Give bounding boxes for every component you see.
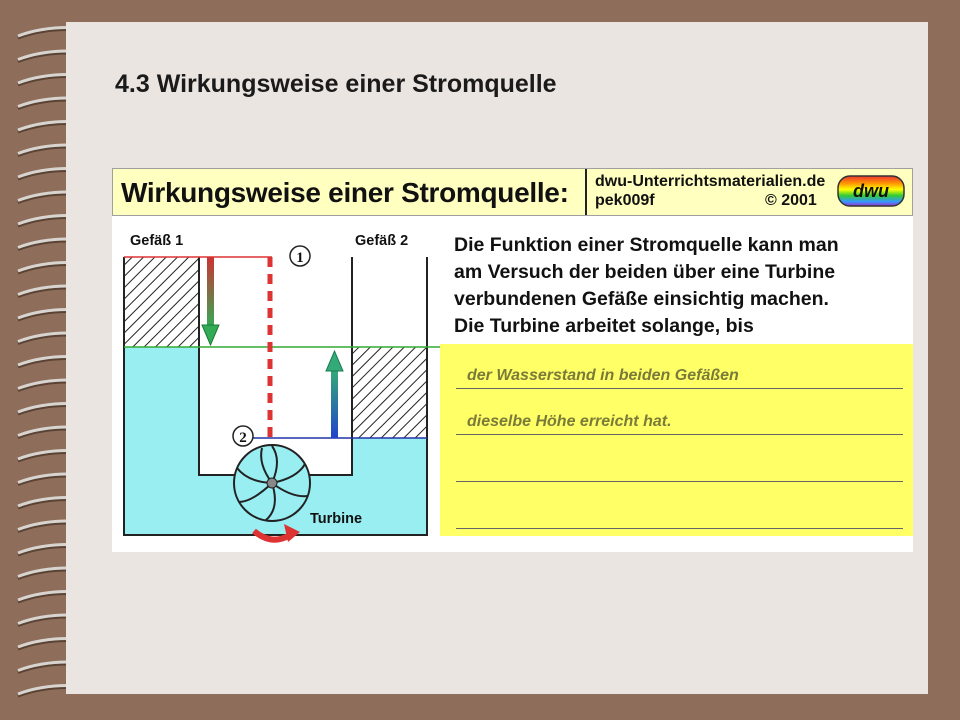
copyright: © 2001 <box>765 192 817 209</box>
worksheet-code: pek009f <box>595 192 655 209</box>
vessel1-hatched-area <box>124 257 199 347</box>
vessel-diagram <box>112 220 442 552</box>
marker-1-label: 1 <box>296 250 304 266</box>
logo-text: dwu <box>853 181 889 201</box>
answer-line-1: der Wasserstand in beiden Gefäßen <box>456 365 903 389</box>
vessel2-water <box>352 438 427 535</box>
worksheet <box>112 168 913 552</box>
turbine-icon <box>234 445 310 521</box>
explanation-line: verbundenen Gefäße einsichtig machen. <box>454 288 829 310</box>
publisher-website: dwu-Unterrichtsmaterialien.de <box>595 173 826 190</box>
explanation-line: am Versuch der beiden über eine Turbine <box>454 261 836 283</box>
explanation-line: Die Turbine arbeitet solange, bis <box>454 315 754 337</box>
vessel2-label: Gefäß 2 <box>355 233 409 249</box>
down-arrow-shaft <box>207 257 214 327</box>
vessel1-water <box>124 347 199 535</box>
slide-title: 4.3 Wirkungsweise einer Stromquelle <box>115 70 557 98</box>
up-arrow-shaft <box>331 370 338 438</box>
answer-line-2: dieselbe Höhe erreicht hat. <box>456 411 903 435</box>
worksheet-title: Wirkungsweise einer Stromquelle: <box>121 177 569 208</box>
answer-box <box>440 344 913 536</box>
explanation-line: Die Funktion einer Stromquelle kann man <box>454 234 839 256</box>
explanation-text <box>454 232 839 340</box>
down-arrow-icon <box>202 325 219 345</box>
worksheet-header <box>112 168 913 216</box>
answer-line-4 <box>456 505 903 529</box>
up-arrow-icon <box>326 351 343 371</box>
answer-line-3 <box>456 458 903 482</box>
publisher-info <box>585 169 914 215</box>
turbine-label: Turbine <box>310 511 363 527</box>
vessel2-hatched-area <box>352 347 427 438</box>
vessel1-label: Gefäß 1 <box>130 233 184 249</box>
dwu-logo <box>837 175 905 207</box>
marker-2-label: 2 <box>239 430 247 446</box>
